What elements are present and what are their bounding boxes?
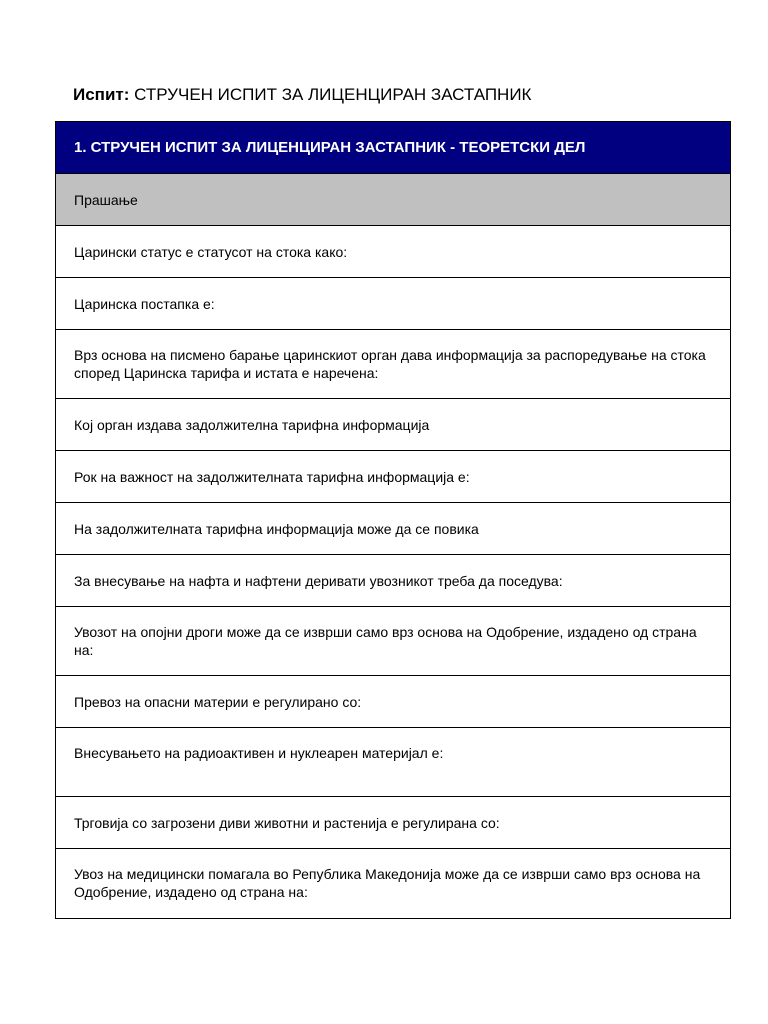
section-title: 1. СТРУЧЕН ИСПИТ ЗА ЛИЦЕНЦИРАН ЗАСТАПНИК - ТЕОРЕТСКИ ДЕЛ [56, 122, 730, 174]
question-row: За внесување на нафта и нафтени деривати увозникот треба да поседува: [56, 555, 730, 607]
question-row: Трговија со загрозени диви животни и растенија е регулирана со: [56, 797, 730, 849]
question-row: Врз основа на писмено барање царинскиот орган дава информација за распоредување на стока според Царинска тарифа и истата е наречена: [56, 330, 730, 399]
question-row: Увоз на медицински помагала во Република Македонија може да се изврши само врз основа на Одобрение, издадено од страна на: [74, 866, 701, 900]
questions-table [55, 121, 731, 919]
question-row: Внесувањето на радиоактивен и нуклеарен материјал е: [56, 728, 730, 797]
exam-name: СТРУЧЕН ИСПИТ ЗА ЛИЦЕНЦИРАН ЗАСТАПНИК [134, 85, 532, 104]
question-row: На задолжителната тарифна информација може да се повика [56, 503, 730, 555]
question-row: Кој орган издава задолжителна тарифна информација [56, 399, 730, 451]
column-header: Прашање [56, 174, 730, 226]
question-row: Превоз на опасни материи е регулирано со: [56, 676, 730, 728]
question-row: Царинска постапка е: [56, 278, 730, 330]
question-row: Царински статус е статусот на стока како: [56, 226, 730, 278]
question-row: Увозот на опојни дроги може да се изврши само врз основа на Одобрение, издадено од страна на: [56, 607, 730, 676]
exam-label: Испит: [73, 85, 130, 104]
exam-title [73, 85, 531, 105]
question-row: Рок на важност на задолжителната тарифна информација е: [56, 451, 730, 503]
